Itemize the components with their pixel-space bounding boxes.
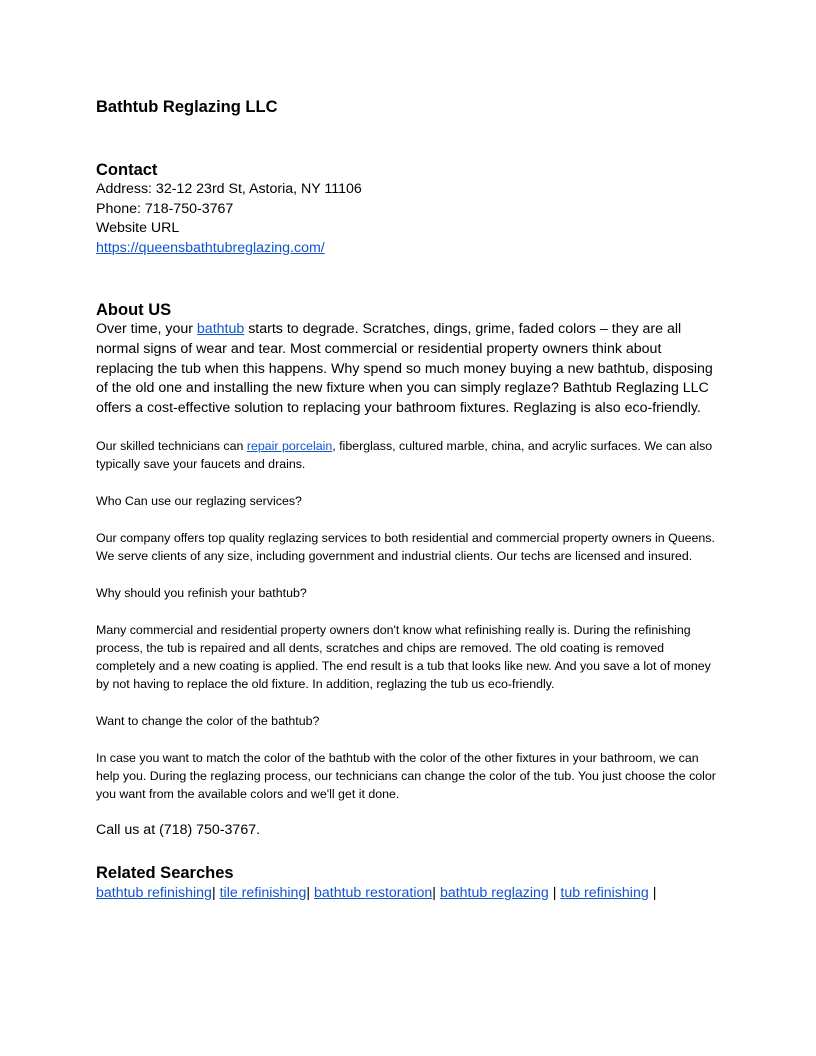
related-searches-heading: Related Searches <box>96 863 234 882</box>
call-us-text: Call us at (718) 750-3767. <box>96 822 261 839</box>
about-p1-post: starts to degrade. Scratches, dings, grime, faded colors – they are all normal signs of wear and tear. Most commercial or residential property owners think about replacing the tub when this happens. Why spend so much money buying a new bathtub, disposing of the old one and installing the new fixture when you can simply reglaze? Bathtub Reglazing LLC offers a cost-effective solution to replacing your bathroom fixtures. Reglazing is also eco-friendly. <box>96 321 713 416</box>
about-paragraph-1 <box>96 320 720 418</box>
answer-why-refinish: Many commercial and residential property owners don't know what refinishing really is. During the refinishing process, the tub is repaired and all dents, scratches and chips are removed. The old coating is removed completely and a new coating is applied. The end result is a tub that looks like new. And you save a lot of money by not having to replace the old fixture. In addition, reglazing the tub us eco-friendly. <box>96 623 711 692</box>
about-paragraph-2 <box>96 437 720 473</box>
related-link-bathtub-refinishing[interactable]: bathtub refinishing <box>96 884 212 901</box>
about-heading: About US <box>96 301 172 320</box>
related-link-tile-refinishing[interactable]: tile refinishing <box>219 884 307 901</box>
answer-change-color: In case you want to match the color of the bathtub with the color of the other fixtures in your bathroom, we can help you. During the reglazing process, our technicians can change the color of the tub. You just choose the color you want from the available colors and we'll get it done. <box>96 751 716 802</box>
bathtub-link[interactable]: bathtub <box>196 321 245 338</box>
contact-website-row <box>96 239 720 259</box>
link-separator: | <box>306 884 311 901</box>
question-why-refinish: Why should you refinish your bathtub? <box>96 586 307 601</box>
related-link-bathtub-reglazing[interactable]: bathtub reglazing <box>439 884 549 901</box>
related-searches-links <box>96 883 720 903</box>
link-separator: | <box>211 884 216 901</box>
contact-address: Address: 32-12 23rd St, Astoria, NY 11106 <box>96 181 362 197</box>
document-title: Bathtub Reglazing LLC <box>96 98 278 116</box>
repair-porcelain-link[interactable]: repair porcelain <box>246 439 333 454</box>
question-who-can-use: Who Can use our reglazing services? <box>96 494 302 509</box>
answer-who-can-use: Our company offers top quality reglazing services to both residential and commercial property owners in Queens. We serve clients of any size, including government and industrial clients. Our techs are licensed and insured. <box>96 531 715 564</box>
contact-heading: Contact <box>96 161 158 179</box>
question-change-color: Want to change the color of the bathtub? <box>96 714 320 729</box>
link-separator: | <box>432 884 436 901</box>
about-p2-post: , fiberglass, cultured marble, china, and acrylic surfaces. We can also typically save your faucets and drains. <box>96 439 713 472</box>
related-link-tub-refinishing[interactable]: tub refinishing <box>560 884 649 901</box>
contact-phone: Phone: 718-750-3767 <box>96 200 234 217</box>
contact-website-label: Website URL <box>96 220 180 237</box>
about-p2-pre: Our skilled technicians can <box>96 439 247 454</box>
related-link-bathtub-restoration[interactable]: bathtub restoration <box>313 884 433 901</box>
about-p1-pre: Over time, your <box>96 321 197 338</box>
link-separator: | <box>552 884 557 901</box>
document-page <box>96 96 720 903</box>
website-url-link[interactable]: https://queensbathtubreglazing.com/ <box>96 239 325 256</box>
link-separator: | <box>652 884 657 901</box>
